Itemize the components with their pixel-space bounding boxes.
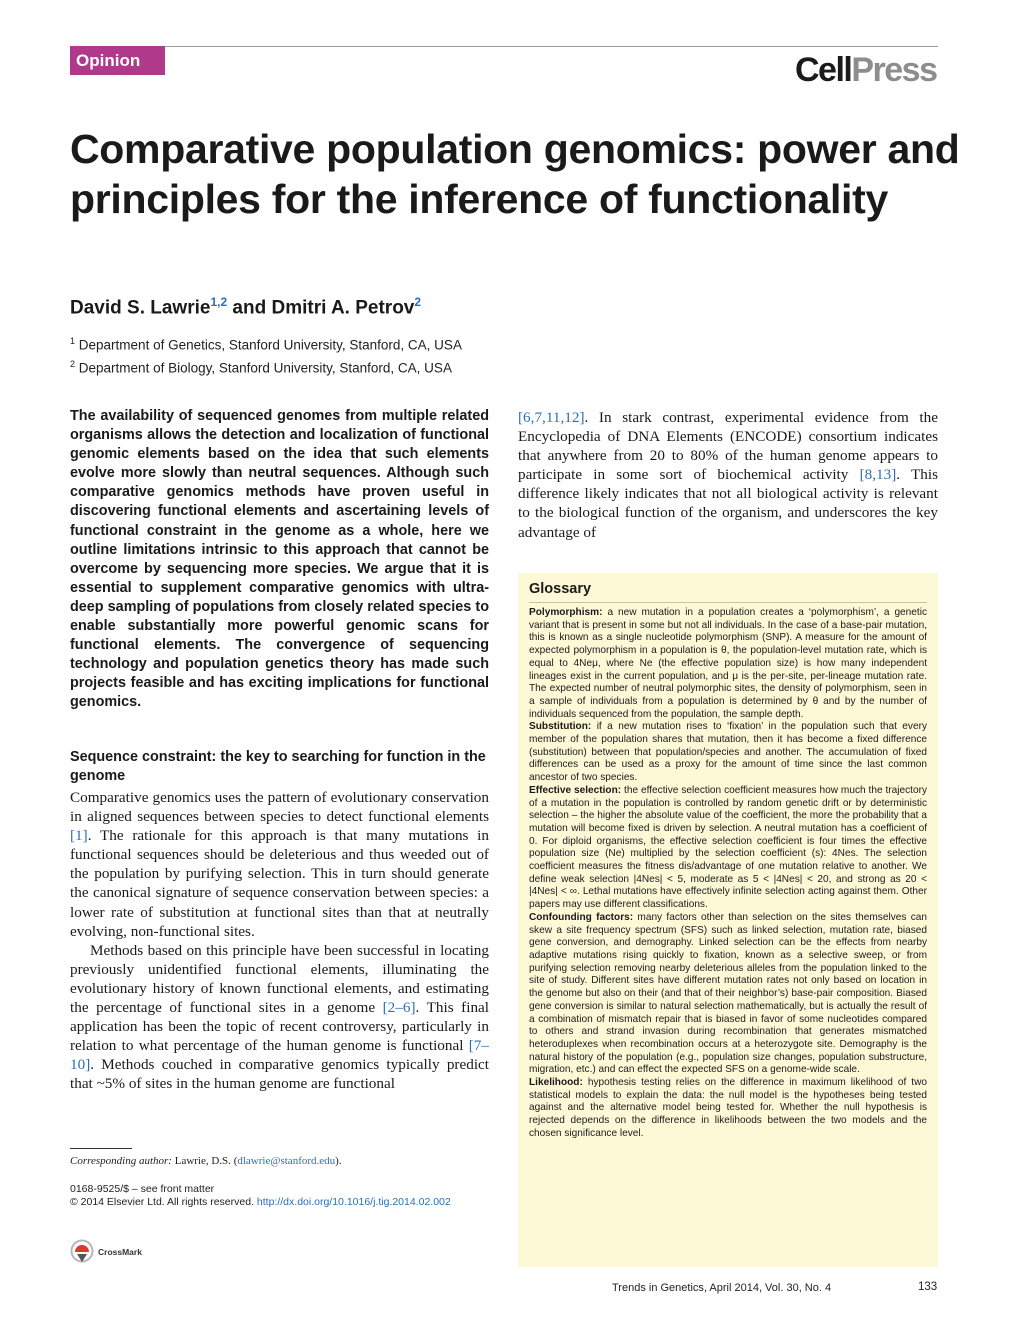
- body-paragraph-1: Comparative genomics uses the pattern of evolutionary conservation in aligned sequences between species to detect functional elements [1]. The rationale for this approach is that many mutations in functional sequences should be deleterious and thus weeded out of the population by purifying selection. This in turn should generate the canonical signature of sequence conservation between species: a lower rate of substitution at functional sites than that at neutrally evolving, non-functional sites.: [70, 789, 489, 940]
- body-right-column: [6,7,11,12]. In stark contrast, experimental evidence from the Encyclopedia of DNA Elements (ENCODE) consortium indicates that anywhere from 20 to 80% of the human genome appears to participate in some sort of biochemical activity [8,13]. This difference likely indicates that not all biological activity is relevant to the biological function of the organism, and underscores the key advantage of: [518, 409, 939, 541]
- footnotes: [70, 1154, 500, 1208]
- ref-link-6-7-11-12[interactable]: [6,7,11,12]: [518, 409, 585, 426]
- glossary-entry: Confounding factors: many factors other than selection on the sites themselves can skew a site frequency spectrum (SFS) such as linked selection, mutation rate, biased gene conversion, and demography. Linked selection can be the effects from nearby adaptive mutations rising quickly to fixation, known as a selective sweep, or from purifying selection removing nearby deleterious alleles from the population linked to the site of study. Different sites have different mutation rates not only based on location in the genome but also on their (and that of their neighbor’s) base-pair composition. Biased gene conversion is similar to natural selection mathematically, but is actually the result of a combination of mismatch repair that is biased in favor of some nucleotides compared to others and strand invasion during recombination that generates mismatched heteroduplexes when recombination occurs at a heterozygote site. Demography is the natural history of the population (e.g., population size changes, population substructure, migration, etc.) and can effect the expected SFS on a genome-wide scale.: [529, 911, 927, 1076]
- footnote-rule: [70, 1148, 132, 1149]
- section-label: Opinion: [70, 46, 165, 75]
- glossary-entry: Substitution: if a new mutation rises to ‘fixation’ in the population such that every member of the population shares that mutation, then it has become a fixed difference (substitution) between that population/species and another. The accumulation of fixed differences can be used as a proxy for the amount of time since the last common ancestor of two species.: [529, 721, 927, 784]
- body-paragraph-2: Methods based on this principle have been successful in locating previously unidentified functional elements, illuminating the evolutionary history of known functional elements, and estimating the percentage of functional sites in a genome [2–6]. This final application has been the topic of recent controversy, particularly in relation to what percentage of the human genome is functional [7–10]. Methods couched in comparative genomics typically predict that ~5% of sites in the human genome are functional: [70, 941, 489, 1093]
- glossary-title: Glossary: [529, 579, 927, 603]
- crossmark-label: CrossMark: [98, 1247, 142, 1257]
- glossary-entry: Effective selection: the effective selection coefficient measures how much the trajectory of a mutation in the population is controlled by random genetic drift or by deterministic selection – the higher the absolute value of the coefficient, the more the probability that a mutation will become fixed is driven by selection. A neutral mutation has a coefficient of 0. For diploid organisms, the effective selection coefficient is four times the effective population size (Ne) multiplied by the selection coefficient (s): 4Nes. The selection coefficient measures the fitness dis/advantage of one mutation relative to another. We define weak selection |4Nes| < 5, moderate as 5 < |4Nes| < 20, and strong as 20 < |4Nes| < ∞. Lethal mutations have effectively infinite selection acting against them. Other papers may use different classifications.: [529, 784, 927, 911]
- corresponding-author: Corresponding author: Lawrie, D.S. (dlawrie@stanford.edu).: [70, 1155, 342, 1167]
- crossmark-badge[interactable]: [70, 1238, 142, 1266]
- glossary-box: [518, 573, 938, 1267]
- logo-text-cell: Cell: [795, 51, 852, 89]
- body-left-column: [70, 788, 489, 1094]
- author-1[interactable]: David S. Lawrie: [70, 297, 211, 319]
- glossary-entry: Polymorphism: a new mutation in a population creates a ‘polymorphism’, a genetic variant that is present in some but not all individuals. In the case of a base-pair mutation, this is known as a single nucleotide polymorphism (SNP). A measure for the amount of expected polymorphism in a population is θ, the population-level mutation rate, which is equal to 4Neμ, where Ne (the effective population size) is how many independent lineages exist in the current population, and μ is the per-site, per-lineage mutation rate. The expected number of neutral polymorphic sites, the density of polymorphism, seen in a sample of individuals from a population is determined by θ and by the number of individuals sequenced from the population, the sample depth.: [529, 607, 927, 720]
- glossary-body: [529, 607, 927, 1141]
- glossary-entry: Likelihood: hypothesis testing relies on the difference in maximum likelihood of two statistical models to explain the data: the null model is the hypotheses being tested against and the alternative model being tested for. Whether the null hypothesis is rejected depends on the difference in likelihoods between the two models and the chosen significance level.: [529, 1077, 927, 1139]
- section-heading: Sequence constraint: the key to searching for function in the genome: [70, 749, 486, 784]
- author-2-affil[interactable]: 2: [414, 295, 422, 309]
- author-2[interactable]: Dmitri A. Petrov: [271, 297, 415, 319]
- issn: 0168-9525/$ – see front matter: [70, 1183, 215, 1195]
- email-link[interactable]: dlawrie@stanford.edu: [237, 1155, 336, 1167]
- author-1-affil[interactable]: 1,2: [210, 295, 228, 309]
- affiliations: [70, 332, 462, 377]
- ref-link-2-6[interactable]: [2–6]: [382, 999, 416, 1017]
- ref-link-1[interactable]: [1]: [70, 827, 88, 845]
- doi-link[interactable]: http://dx.doi.org/10.1016/j.tig.2014.02.002: [256, 1196, 451, 1208]
- page-number: 133: [918, 1281, 938, 1293]
- header-rule: [165, 46, 938, 47]
- article-title: Comparative population genomics: power and principles for the inference of functionality: [70, 126, 960, 222]
- affiliation-2: $^2$ Department of Biology, Stanford University, Stanford, CA, USA: [70, 358, 452, 375]
- author-line: [70, 290, 421, 320]
- abstract: The availability of sequenced genomes from multiple related organisms allows the detection and localization of functional genomic elements based on the idea that such elements evolve more slowly than neutral sequences. Although such comparative genomics methods have proven useful in discovering functional elements and ascertaining levels of functional constraint in the genome as a whole, here we outline limitations intrinsic to this approach that cannot be overcome by sequencing more species. We argue that it is essential to supplement comparative genomics with ultra-deep sampling of populations from closely related species to enable substantially more powerful genomic scans for functional elements. The convergence of sequencing technology and population genetics theory has made such projects feasible and has exciting implications for functional genomics.: [70, 408, 489, 711]
- affiliation-1: $^1$ Department of Genetics, Stanford University, Stanford, CA, USA: [70, 336, 462, 353]
- journal-citation: Trends in Genetics, April 2014, Vol. 30, No. 4: [612, 1282, 832, 1294]
- copyright-line: © 2014 Elsevier Ltd. All rights reserved. http://dx.doi.org/10.1016/j.tig.2014.02.002: [70, 1196, 451, 1208]
- ref-link-7-10[interactable]: [7–10]: [70, 1037, 489, 1074]
- cellpress-logo[interactable]: [795, 52, 937, 88]
- crossmark-icon: [70, 1239, 94, 1265]
- ref-link-8-13[interactable]: [8,13]: [859, 466, 897, 484]
- author-join: and: [232, 297, 267, 319]
- logo-text-press: Press: [851, 51, 937, 89]
